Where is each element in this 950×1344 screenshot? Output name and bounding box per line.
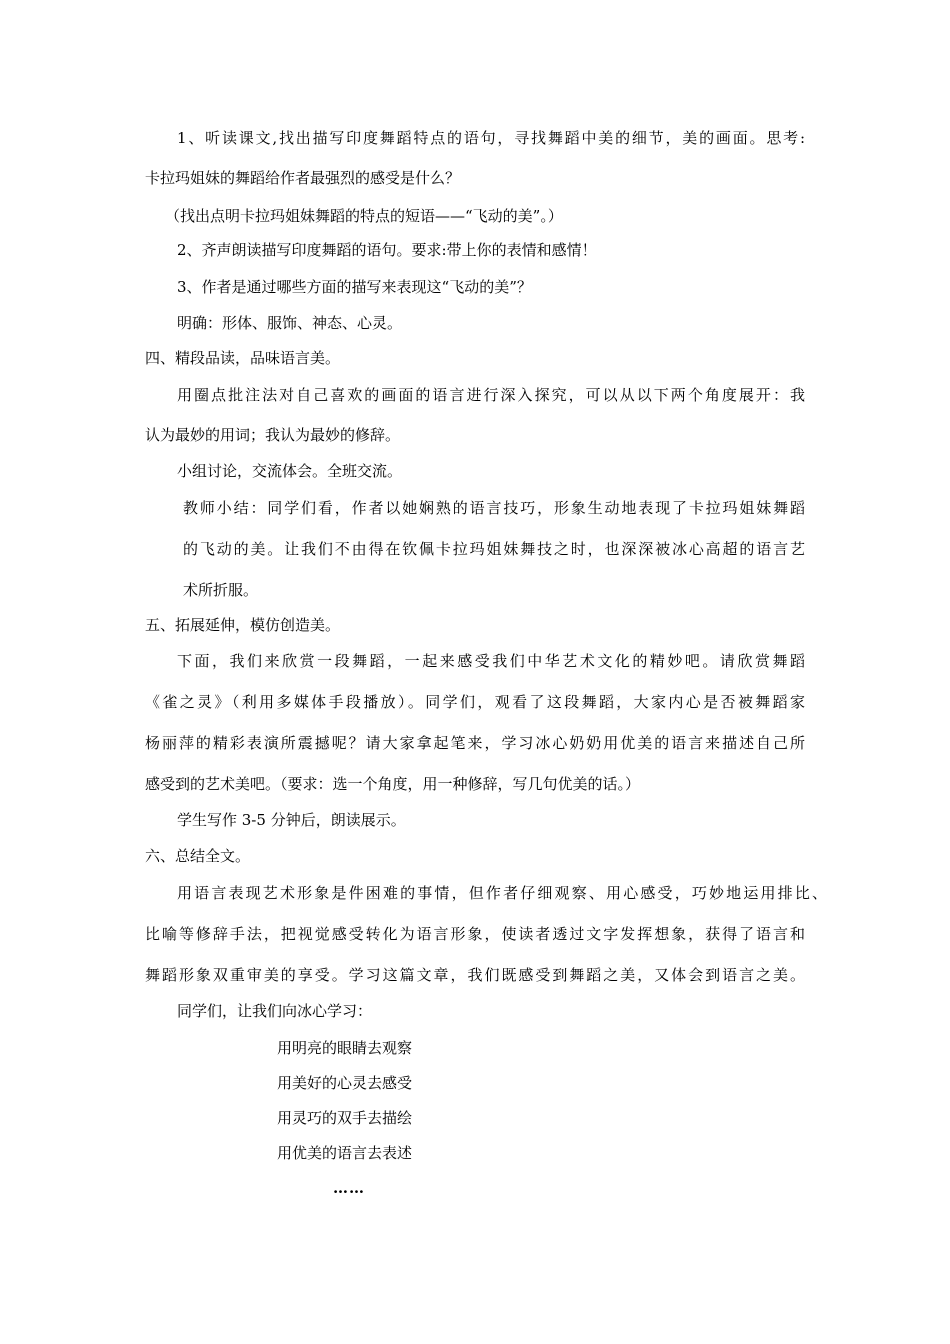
poem-line: 用灵巧的双手去描绘 [277, 1109, 413, 1127]
section-heading: 四、精段品读，品味语言美。 [145, 349, 341, 367]
poem-line: 用美好的心灵去感受 [277, 1074, 413, 1092]
text-line: 小组讨论，交流体会。全班交流。 [177, 462, 403, 480]
text-line: 舞蹈形象双重审美的享受。学习这篇文章，我们既感受到舞蹈之美，又体会到语言之美。 [145, 966, 805, 984]
text-line: 认为最妙的用词；我认为最妙的修辞。 [145, 426, 401, 444]
text-line: 3、作者是通过哪些方面的描写来表现这“飞动的美”？ [177, 278, 532, 296]
text-line: 用语言表现艺术形象是件困难的事情，但作者仔细观察、用心感受，巧妙地运用排比、 [177, 884, 827, 902]
text-line: （找出点明卡拉玛姐妹舞蹈的特点的短语——“飞动的美”。） [165, 207, 563, 225]
poem-line: 用优美的语言去表述 [277, 1144, 413, 1162]
text-line: 教师小结：同学们看，作者以她娴熟的语言技巧，形象生动地表现了卡拉玛姐妹舞蹈 [183, 499, 805, 517]
text-line: 卡拉玛姐妹的舞蹈给作者最强烈的感受是什么？ [145, 169, 461, 187]
text-line: 2、齐声朗读描写印度舞蹈的语句。要求:带上你的表情和感情！ [177, 241, 597, 259]
text-line: 明确：形体、服饰、神态、心灵。 [177, 314, 403, 332]
ellipsis: …… [333, 1179, 365, 1197]
text-line: 的飞动的美。让我们不由得在钦佩卡拉玛姐妹舞技之时，也深深被冰心高超的语言艺 [183, 540, 805, 558]
section-heading: 五、拓展延伸，模仿创造美。 [145, 616, 341, 634]
text-line: 感受到的艺术美吧。（要求：选一个角度，用一种修辞，写几句优美的话。） [145, 775, 641, 793]
text-line: 同学们，让我们向冰心学习： [177, 1002, 373, 1020]
text-line: 杨丽萍的精彩表演所震撼呢？请大家拿起笔来，学习冰心奶奶用优美的语言来描述自己所 [145, 734, 805, 752]
text-line: 用圈点批注法对自己喜欢的画面的语言进行深入探究，可以从以下两个角度展开：我 [177, 386, 805, 404]
text-line: 学生写作 3-5 分钟后，朗读展示。 [177, 811, 406, 829]
text-line: 下面，我们来欣赏一段舞蹈，一起来感受我们中华艺术文化的精妙吧。请欣赏舞蹈 [177, 652, 805, 670]
text-line: 1、听读课文,找出描写印度舞蹈特点的语句，寻找舞蹈中美的细节，美的画面。思考: [177, 129, 805, 147]
text-line: 术所折服。 [183, 581, 259, 599]
poem-line: 用明亮的眼睛去观察 [277, 1039, 413, 1057]
section-heading: 六、总结全文。 [145, 847, 251, 865]
text-line: 比喻等修辞手法，把视觉感受转化为语言形象，使读者透过文字发挥想象，获得了语言和 [145, 925, 805, 943]
text-line: 《雀之灵》（利用多媒体手段播放）。同学们，观看了这段舞蹈，大家内心是否被舞蹈家 [145, 693, 805, 711]
